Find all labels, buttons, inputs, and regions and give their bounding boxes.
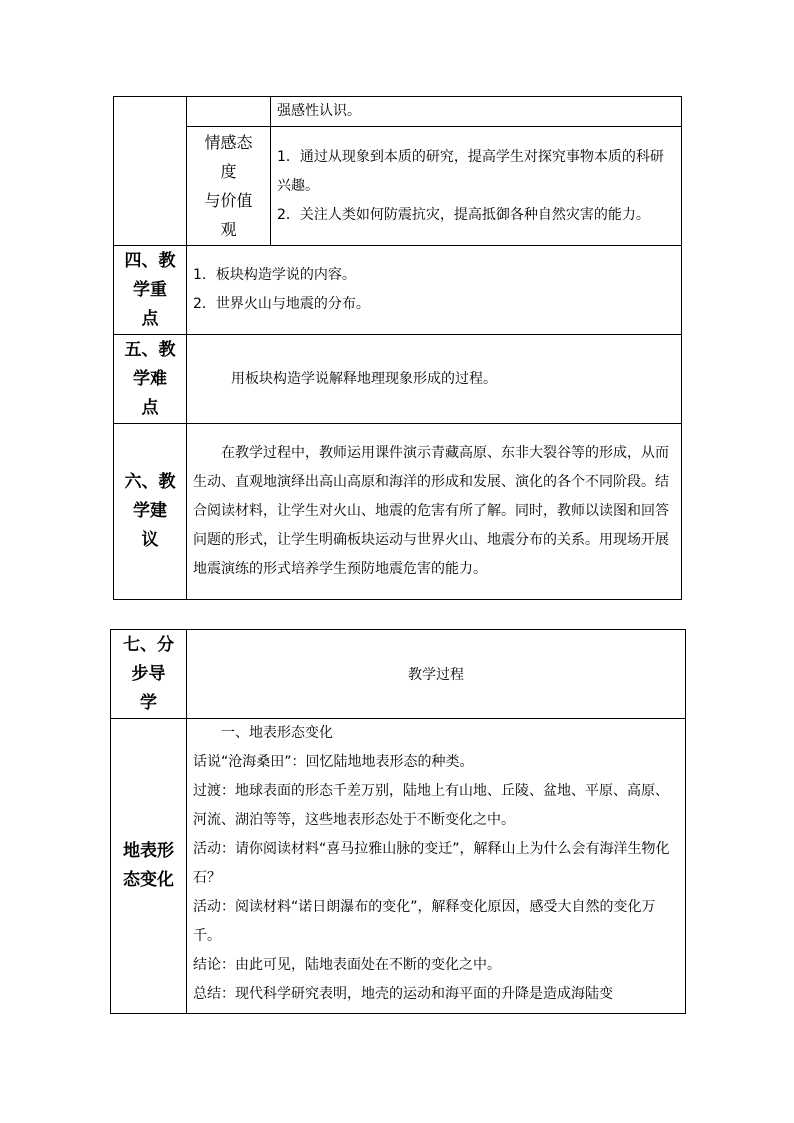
process-title: 教学过程 [187,630,686,719]
label-line: 情感态 [204,133,253,152]
list-item: 1．通过从现象到本质的研究，提高学生对探究事物本质的科研兴趣。 [277,148,664,194]
paragraph: 过渡：地球表面的形态千差万别，陆地上有山地、丘陵、盆地、平原、高原、河流、湖泊等等，这些地表形态处于不断变化之中。 [193,783,669,828]
label-line: 学难 [133,368,167,389]
label-line: 学 [140,692,157,713]
emotion-goal-label [187,127,271,246]
paragraph: 话说“沧海桑田”：回忆陆地地表形态的种类。 [193,754,474,770]
suggestion-content [187,424,682,600]
label-line: 议 [141,530,159,550]
label-line: 度 [220,162,237,181]
paragraph: 活动：请你阅读材料“喜马拉雅山脉的变迁”，解释山上为什么会有海洋生物化石？ [193,841,670,886]
suggestion-text: 在教学过程中，教师运用课件演示青藏高原、东非大裂谷等的形成，从而生动、直观地演绎出高山高原和海洋的形成和发展、演化的各个不同阶段。结合阅读材料，让学生对火山、地震的危害有所了解。同时，教师以读图和回答问题的形式，让学生明确板块运动与世界火山、地震分布的关系。用现场开展地震演练的形式培养学生预防地震危害的能力。 [193,445,669,577]
difficult-points-text: 用板块构造学说解释地理现象形成的过程。 [231,370,497,387]
section-heading: 一、地表形态变化 [221,725,333,741]
table-row [111,719,686,1014]
label-line: 学建 [133,501,167,521]
paragraph: 结论：由此可见，陆地表面处在不断的变化之中。 [193,957,501,973]
difficult-points-content [187,335,682,424]
label-line: 地表形 [123,841,174,861]
label-line: 学重 [133,279,167,300]
label-line: 四、教 [124,250,176,271]
paragraph: 活动：阅读材料“诺日朗瀑布的变化”，解释变化原因，感受大自然的变化万千。 [193,899,656,944]
label-line: 态变化 [123,870,174,890]
continuation-text: 强感性认识。 [271,97,682,127]
empty-sublabel-cell [187,97,271,127]
teaching-process-table [110,629,686,1014]
label-line: 点 [141,397,159,418]
suggestion-label [114,424,187,600]
label-line: 六、教 [124,472,176,492]
label-line: 与价值 [204,191,253,210]
emotion-goal-content [271,127,682,246]
label-line: 步导 [131,663,166,684]
list-item: 2．关注人类如何防震抗灾，提高抵御各种自然灾害的能力。 [277,206,650,223]
label-line: 点 [141,308,159,329]
label-line: 观 [220,220,237,239]
landform-change-label [111,719,187,1014]
key-points-content [187,246,682,335]
list-item: 1．板块构造学说的内容。 [193,267,356,283]
landform-change-content [187,719,686,1014]
difficult-points-label [114,335,187,424]
teaching-plan-table-upper [113,96,682,600]
key-points-label [114,246,187,335]
label-line: 七、分 [123,634,174,655]
list-item: 2．世界火山与地震的分布。 [193,296,370,312]
table-row [114,246,682,335]
table-row [114,97,682,127]
empty-label-cell [114,97,187,246]
paragraph: 总结：现代科学研究表明，地壳的运动和海平面的升降是造成海陆变 [193,986,613,1002]
label-line: 五、教 [124,339,176,360]
step-guide-label [111,630,187,719]
table-row [114,335,682,424]
table-row [111,630,686,719]
table-row [114,424,682,600]
table-row [114,127,682,246]
